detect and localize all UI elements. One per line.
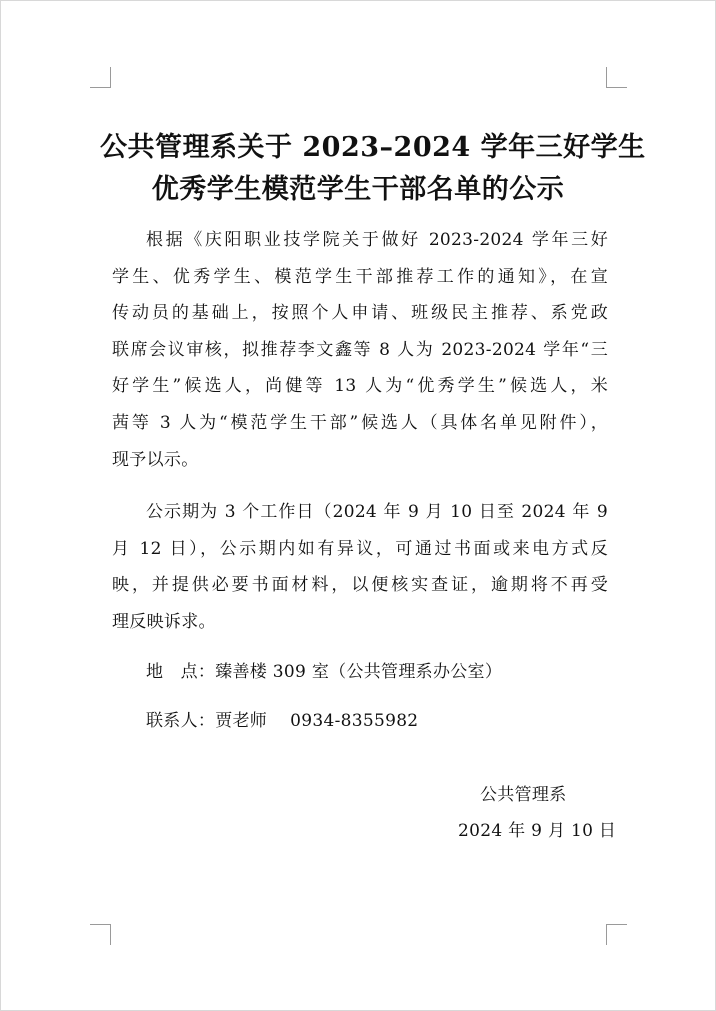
crop-mark-bottom-left [90,924,111,945]
paragraph1-line: 联席会议审核，拟推荐李文鑫等 8 人为 2023-2024 学年“三 [112,340,608,360]
paragraph2-line: 映，并提供必要书面材料，以便核实查证，逾期将不再受 [112,575,608,595]
paragraph1-line: 学生、优秀学生、模范学生干部推荐工作的通知》，在宣 [112,267,608,287]
signature-date: 2024 年 9 月 10 日 [458,821,617,841]
location-line: 地 点：臻善楼 309 室（公共管理系办公室） [146,662,503,682]
paragraph2-line: 月 12 日），公示期内如有异议，可通过书面或来电方式反 [112,539,608,559]
paragraph1-line: 好学生”候选人，尚健等 13 人为“优秀学生”候选人，米 [112,376,608,396]
paragraph1-line: 根据《庆阳职业技学院关于做好 2023-2024 学年三好 [146,230,608,250]
paragraph1-line: 茜等 3 人为“模范学生干部”候选人（具体名单见附件）， [112,413,608,433]
paragraph1-line: 现予以示。 [112,450,199,470]
contact-line: 联系人：贾老师 0934-8355982 [146,711,419,731]
paragraph2-line: 公示期为 3 个工作日（2024 年 9 月 10 日至 2024 年 9 [146,502,608,522]
crop-mark-bottom-right [606,924,627,945]
notice-title-line-1: 公共管理系关于 2023–2024 学年三好学生 [100,132,646,163]
crop-mark-top-left [90,67,111,88]
crop-mark-top-right [606,67,627,88]
signature-org: 公共管理系 [480,785,567,805]
notice-title-line-2: 优秀学生模范学生干部名单的公示 [151,174,565,205]
paragraph2-line: 理反映诉求。 [112,612,216,632]
paragraph1-line: 传动员的基础上，按照个人申请、班级民主推荐、系党政 [112,303,608,323]
